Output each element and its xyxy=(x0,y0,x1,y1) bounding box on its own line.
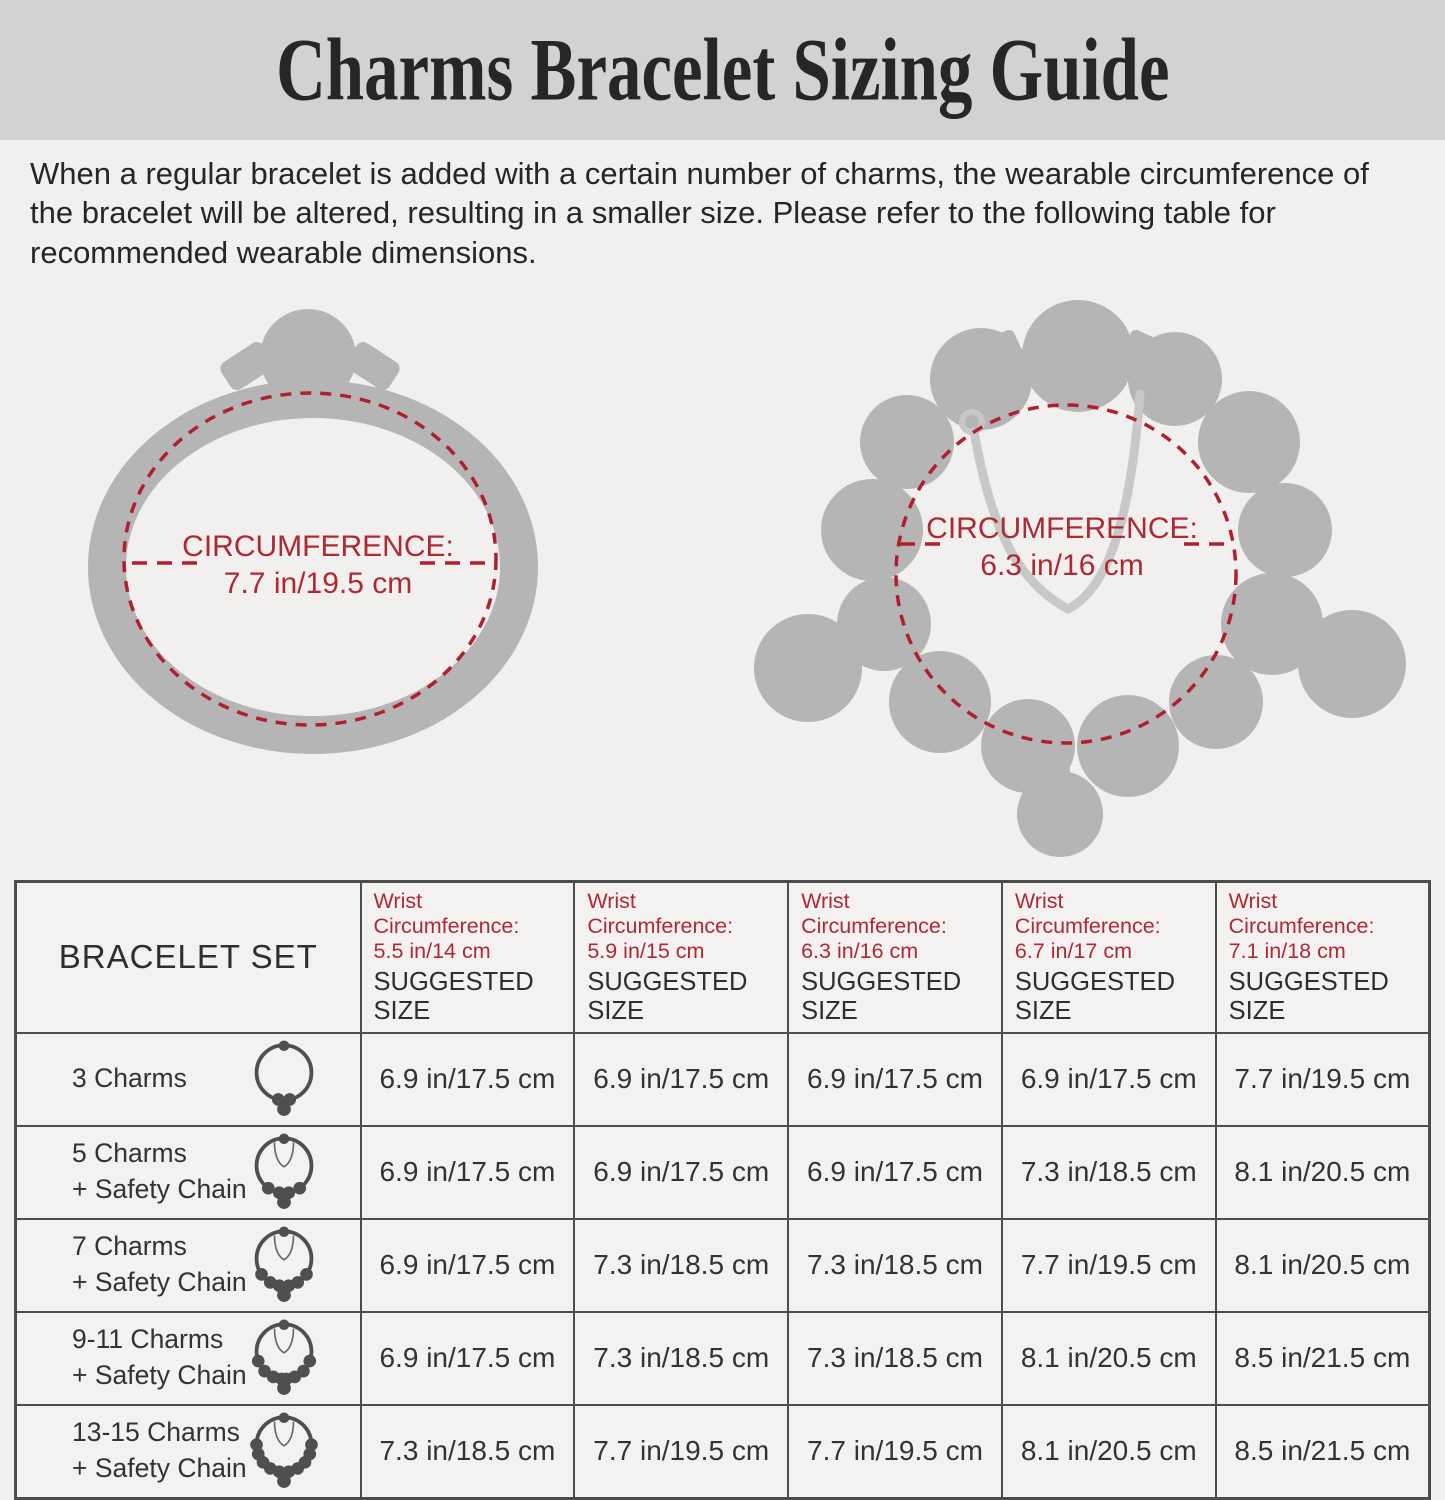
bracelet-set-header: BRACELET SET xyxy=(16,882,361,1033)
suggested-size-cell: 7.7 in/19.5 cm xyxy=(788,1405,1002,1499)
suggested-size-label: SUGGESTED SIZE xyxy=(587,967,748,1025)
suggested-size-cell: 6.9 in/17.5 cm xyxy=(788,1033,1002,1126)
suggested-size-cell: 6.9 in/17.5 cm xyxy=(361,1312,575,1405)
bracelet-set-label: 13-15 Charms + Safety Chain xyxy=(72,1417,247,1483)
suggested-size-cell: 7.7 in/19.5 cm xyxy=(1216,1033,1430,1126)
suggested-size-cell: 7.3 in/18.5 cm xyxy=(788,1312,1002,1405)
plain-circumference-label xyxy=(128,528,508,602)
suggested-size-cell: 8.1 in/20.5 cm xyxy=(1002,1312,1216,1405)
suggested-size-cell: 8.1 in/20.5 cm xyxy=(1002,1405,1216,1499)
column-header-6-7 xyxy=(1002,882,1216,1033)
column-header-5-9 xyxy=(574,882,788,1033)
suggested-size-label: SUGGESTED SIZE xyxy=(1228,967,1389,1025)
circumference-value: 7.7 in/19.5 cm xyxy=(223,567,413,601)
bracelet-9-11-charms-safety-chain-icon xyxy=(250,1320,318,1396)
sizing-table-header xyxy=(16,882,1430,1033)
dangle-charm-left xyxy=(754,614,862,722)
dangle-charm-bottom xyxy=(1017,771,1103,857)
bracelet-5-charms-safety-chain-icon xyxy=(250,1134,318,1210)
bracelet-3-charms-icon xyxy=(250,1041,318,1117)
page-title: Charms Bracelet Sizing Guide xyxy=(275,20,1170,120)
suggested-size-cell: 6.9 in/17.5 cm xyxy=(574,1033,788,1126)
table-row xyxy=(16,1312,1430,1405)
bracelet-set-cell xyxy=(16,1405,361,1499)
wrist-circumference-label: Wrist Circumference: 6.7 in/17 cm xyxy=(1014,889,1161,964)
wrist-circumference-label: Wrist Circumference: 7.1 in/18 cm xyxy=(1228,889,1375,964)
bracelet-set-label: 7 Charms + Safety Chain xyxy=(72,1231,247,1297)
column-header-5-5 xyxy=(361,882,575,1033)
sizing-table xyxy=(14,880,1431,1499)
suggested-size-cell: 7.7 in/19.5 cm xyxy=(1002,1219,1216,1312)
bracelet-set-cell xyxy=(16,1219,361,1312)
table-row xyxy=(16,1219,1430,1312)
suggested-size-cell: 6.9 in/17.5 cm xyxy=(361,1126,575,1219)
suggested-size-cell: 8.1 in/20.5 cm xyxy=(1216,1126,1430,1219)
wrist-circumference-label: Wrist Circumference: 6.3 in/16 cm xyxy=(801,889,947,964)
diagrams-section xyxy=(0,274,1445,874)
table-row xyxy=(16,1033,1430,1126)
suggested-size-cell: 7.3 in/18.5 cm xyxy=(1002,1126,1216,1219)
suggested-size-label: SUGGESTED SIZE xyxy=(373,967,534,1025)
bracelet-13-15-charms-safety-chain-icon xyxy=(250,1413,318,1489)
column-header-7-1 xyxy=(1216,882,1430,1033)
intro-paragraph: When a regular bracelet is added with a certain number of charms, the wearable circumference of the bracelet will be altered, resulting in a smaller size. Please refer to the following table for recommended wearable dimensions. xyxy=(30,156,1369,270)
circumference-value: 6.3 in/16 cm xyxy=(980,549,1144,583)
suggested-size-cell: 7.3 in/18.5 cm xyxy=(361,1405,575,1499)
suggested-size-cell: 7.3 in/18.5 cm xyxy=(574,1312,788,1405)
suggested-size-cell: 8.5 in/21.5 cm xyxy=(1216,1405,1430,1499)
bracelet-set-cell xyxy=(16,1312,361,1405)
wrist-circumference-label: Wrist Circumference: 5.5 in/14 cm xyxy=(373,889,520,964)
circumference-caption: CIRCUMFERENCE: xyxy=(182,530,454,564)
charms-circumference-label xyxy=(872,510,1252,584)
bracelet-set-cell xyxy=(16,1126,361,1219)
bracelet-set-label: 5 Charms + Safety Chain xyxy=(72,1138,247,1204)
plain-bracelet-graphic xyxy=(107,309,519,735)
suggested-size-cell: 6.9 in/17.5 cm xyxy=(788,1126,1002,1219)
header-row xyxy=(16,882,1430,1033)
column-header-6-3 xyxy=(788,882,1002,1033)
table-row xyxy=(16,1405,1430,1499)
suggested-size-cell: 6.9 in/17.5 cm xyxy=(361,1219,575,1312)
suggested-size-cell: 6.9 in/17.5 cm xyxy=(361,1033,575,1126)
suggested-size-label: SUGGESTED SIZE xyxy=(801,967,962,1025)
suggested-size-cell: 6.9 in/17.5 cm xyxy=(574,1126,788,1219)
suggested-size-cell: 6.9 in/17.5 cm xyxy=(1002,1033,1216,1126)
suggested-size-cell: 7.3 in/18.5 cm xyxy=(788,1219,1002,1312)
suggested-size-cell: 8.1 in/20.5 cm xyxy=(1216,1219,1430,1312)
bracelet-set-cell xyxy=(16,1033,361,1126)
circumference-caption: CIRCUMFERENCE: xyxy=(926,512,1198,546)
bracelet-7-charms-safety-chain-icon xyxy=(250,1227,318,1303)
title-band xyxy=(0,0,1445,140)
bracelet-set-label: 9-11 Charms + Safety Chain xyxy=(72,1324,247,1390)
suggested-size-cell: 7.3 in/18.5 cm xyxy=(574,1219,788,1312)
suggested-size-cell: 8.5 in/21.5 cm xyxy=(1216,1312,1430,1405)
wrist-circumference-label: Wrist Circumference: 5.9 in/15 cm xyxy=(587,889,734,964)
suggested-size-cell: 7.7 in/19.5 cm xyxy=(574,1405,788,1499)
dangle-charm-right xyxy=(1298,610,1406,718)
suggested-size-label: SUGGESTED SIZE xyxy=(1014,967,1175,1025)
table-row xyxy=(16,1126,1430,1219)
bracelet-set-label: 3 Charms xyxy=(72,1063,187,1094)
